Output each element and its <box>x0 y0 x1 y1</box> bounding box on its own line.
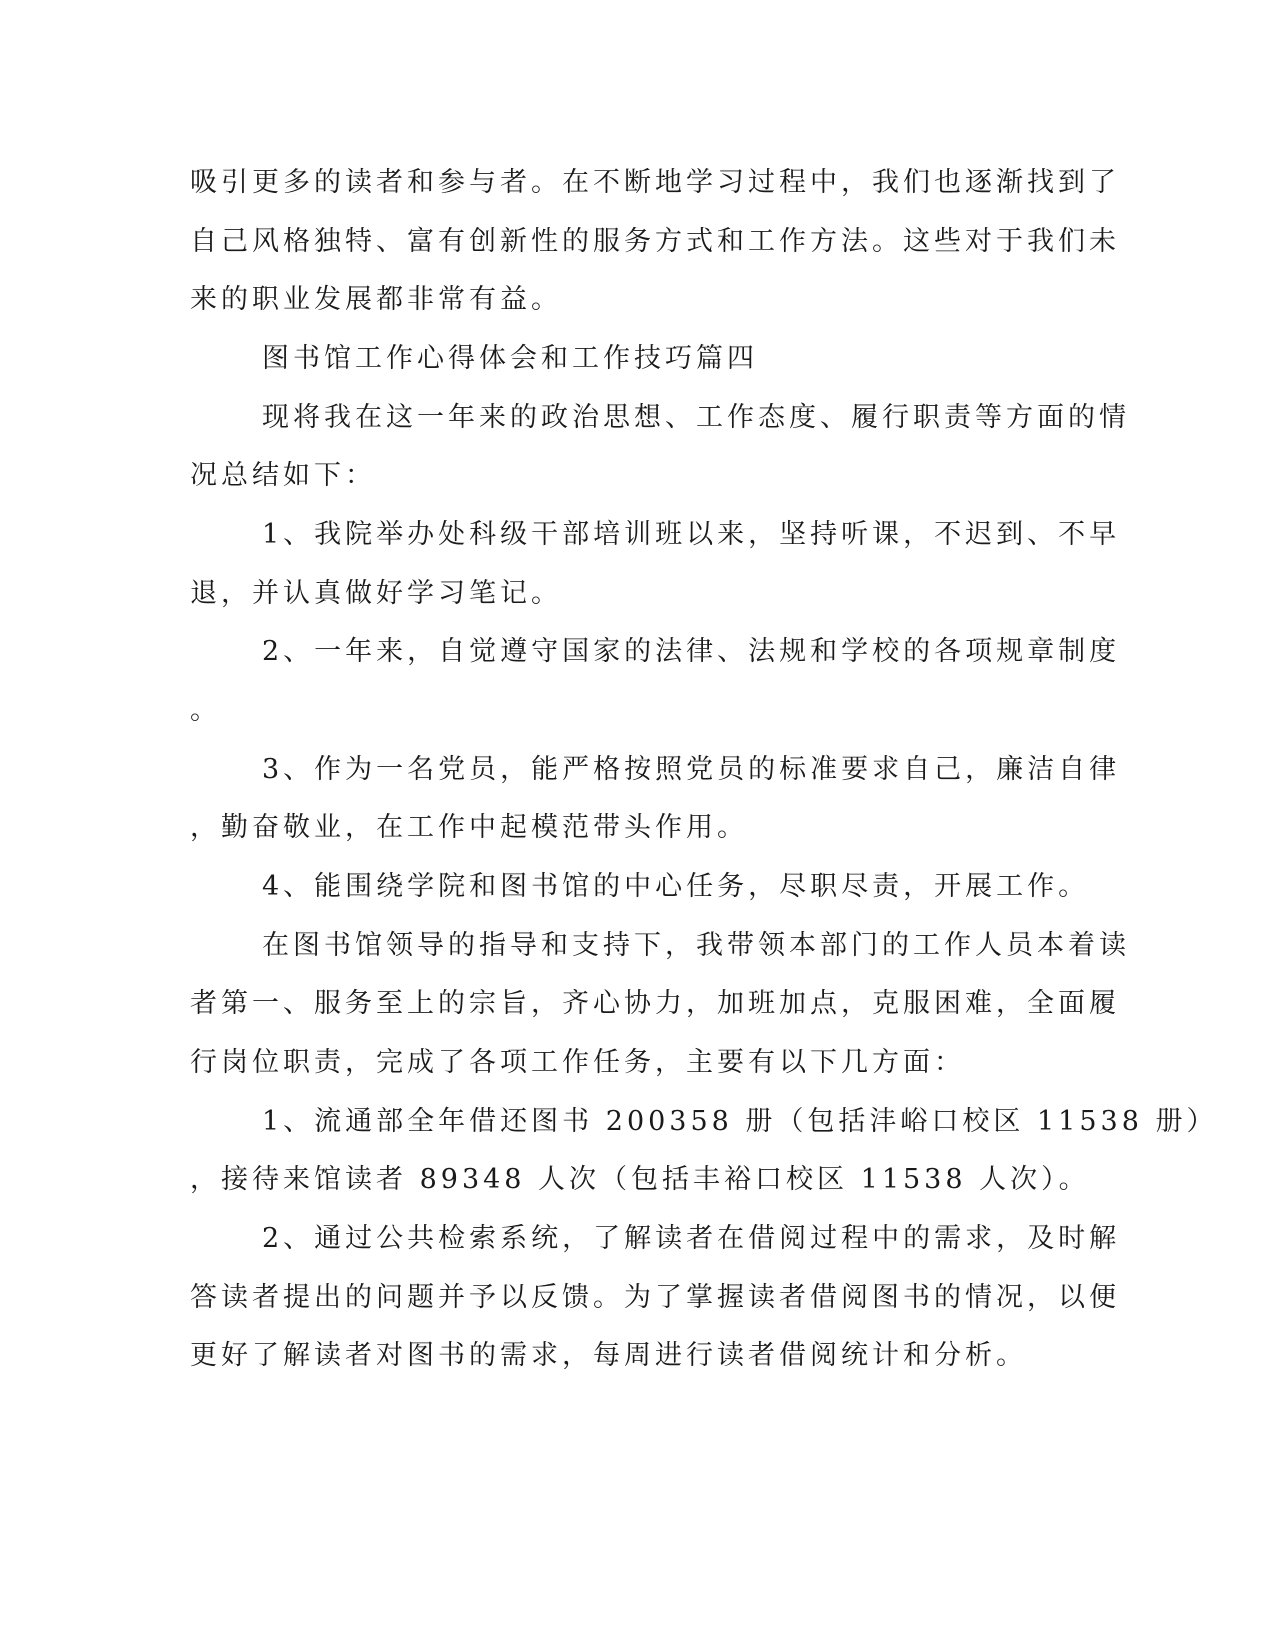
text-line: ，勤奋敬业，在工作中起模范带头作用。 <box>190 812 748 843</box>
text-line: 现将我在这一年来的政治思想、工作态度、履行职责等方面的情 <box>262 402 1130 433</box>
text-line: 1、流通部全年借还图书 200358 册（包括沣峪口校区 11538 册） <box>262 1106 1218 1137</box>
text-line: 。 <box>190 695 221 726</box>
text-line: 3、作为一名党员，能严格按照党员的标准要求自己，廉洁自律 <box>262 754 1121 785</box>
text-line: 在图书馆领导的指导和支持下，我带领本部门的工作人员本着读 <box>262 930 1130 961</box>
text-line: 2、一年来，自觉遵守国家的法律、法规和学校的各项规章制度 <box>262 636 1121 667</box>
text-line: 答读者提出的问题并予以反馈。为了掌握读者借阅图书的情况，以便 <box>190 1282 1120 1313</box>
text-line: 者第一、服务至上的宗旨，齐心协力，加班加点，克服困难，全面履 <box>190 988 1120 1019</box>
text-line: 自己风格独特、富有创新性的服务方式和工作方法。这些对于我们未 <box>190 226 1120 257</box>
text-line: 退，并认真做好学习笔记。 <box>190 578 562 609</box>
section-heading: 图书馆工作心得体会和工作技巧篇四 <box>262 343 758 374</box>
text-line: 2、通过公共检索系统，了解读者在借阅过程中的需求，及时解 <box>262 1223 1121 1254</box>
text-line: 况总结如下： <box>190 460 376 491</box>
text-line: 1、我院举办处科级干部培训班以来，坚持听课，不迟到、不早 <box>262 519 1121 550</box>
text-line: 更好了解读者对图书的需求，每周进行读者借阅统计和分析。 <box>190 1340 1027 1371</box>
text-line: 行岗位职责，完成了各项工作任务，主要有以下几方面： <box>190 1047 965 1078</box>
text-line: ，接待来馆读者 89348 人次（包括丰裕口校区 11538 人次）。 <box>190 1164 1090 1195</box>
text-line: 4、能围绕学院和图书馆的中心任务，尽职尽责，开展工作。 <box>262 871 1090 902</box>
text-line: 来的职业发展都非常有益。 <box>190 284 562 315</box>
text-line: 吸引更多的读者和参与者。在不断地学习过程中，我们也逐渐找到了 <box>190 167 1120 198</box>
